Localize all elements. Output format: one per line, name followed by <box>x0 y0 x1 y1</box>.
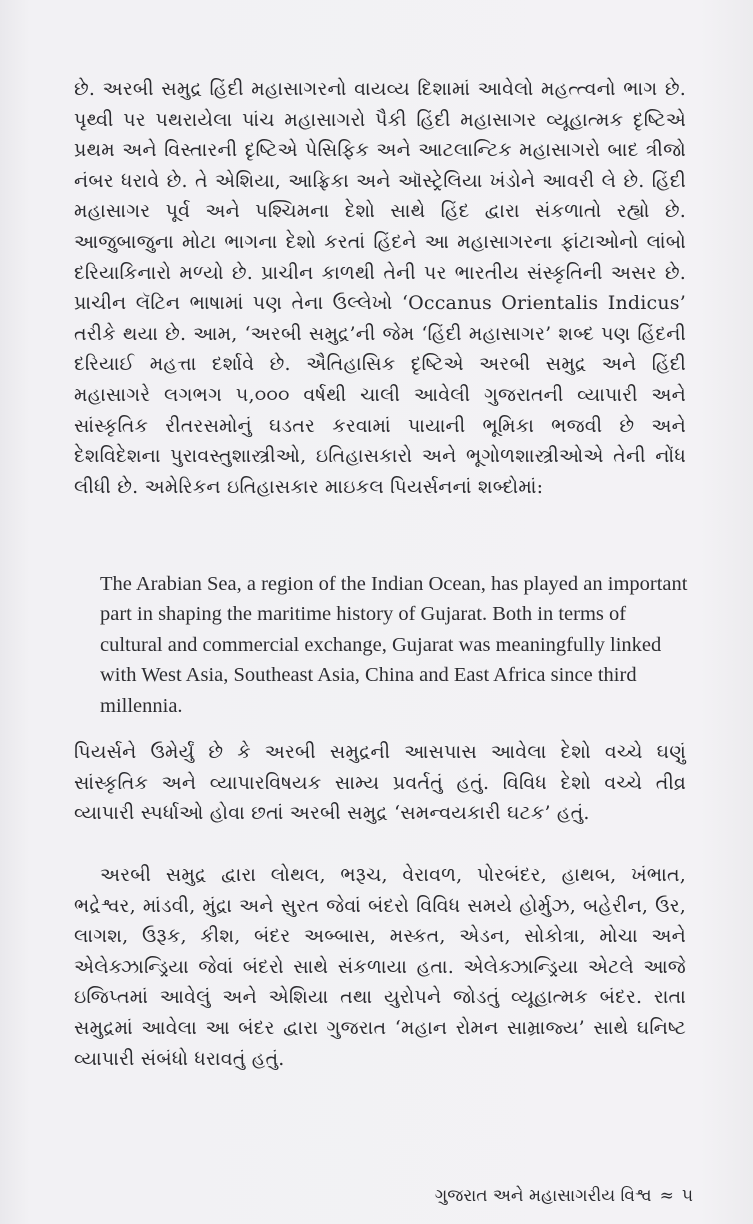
body-paragraph-intro: છે. અરબી સમુદ્ર હિંદી મહાસાગરનો વાયવ્ય દિશામાં આવેલો મહત્ત્વનો ભાગ છે. પૃથ્વી પર પથરાયેલા પાંચ મહાસાગરો પૈકી હિંદી મહાસાગર વ્યૂહાત્મક દૃષ્ટિએ પ્રથમ અને વિસ્તારની દૃષ્ટિએ પેસિફિક અને આટલાન્ટિક મહાસાગરો બાદ ત્રીજો નંબર ધરાવે છે. તે એશિયા, આફ્રિકા અને ઑસ્ટ્રેલિયા ખંડોને આવરી લે છે. હિંદી મહાસાગર પૂર્વ અને પશ્ચિમના દેશો સાથે હિંદ દ્વારા સંકળાતો રહ્યો છે. આજુબાજુના મોટા ભાગના દેશો કરતાં હિંદને આ મહાસાગરના ફાંટાઓનો લાંબો દરિયાકિનારો મળ્યો છે. પ્રાચીન કાળથી તેની પર ભારતીય સંસ્કૃતિની અસર છે. પ્રાચીન લૅટિન ભાષામાં પણ તેના ઉલ્લેખો ‘Occanus Orientalis Indicus’ તરીકે થયા છે. આમ, ‘અરબી સમુદ્ર’ની જેમ ‘હિંદી મહાસાગર’ શબ્દ પણ હિંદની દરિયાઈ મહત્તા દર્શાવે છે. ઐતિહાસિક દૃષ્ટિએ અરબી સમુદ્ર અને હિંદી મહાસાગરે લગભગ ૫,૦૦૦ વર્ષથી ચાલી આવેલી ગુજરાતની વ્યાપારી અને સાંસ્કૃતિક રીતરસમોનું ઘડતર કરવામાં પાયાની ભૂમિકા ભજવી છે અને દેશવિદેશના પુરાવસ્તુશાસ્ત્રીઓ, ઇતિહાસકારો અને ભૂગોળશાસ્ત્રીઓએ તેની નોંધ લીધી છે. અમેરિકન ઇતિહાસકાર માઇકલ પિયર્સનનાં શબ્દોમાં: <box>74 78 686 498</box>
block-quote-text: The Arabian Sea, a region of the Indian Ocean, has played an important part in shaping the maritime history of Gujarat. Both in terms of cultural and commercial exchange, Gujarat was meaningfully linked with West Asia, Southeast Asia, China and East Africa since third millennia. <box>100 573 688 717</box>
body-paragraph-ports: અરબી સમુદ્ર દ્વારા લોથલ, ભરૂચ, વેરાવળ, પોરબંદર, હાથબ, ખંભાત, ભદ્રેશ્વર, માંડવી, મુંદ્રા અને સુરત જેવાં બંદરો વિવિધ સમયે હોર્મુઝ, બહેરીન, ઉર, લાગશ, ઉરૂક, કીશ, બંદર અબ્બાસ, મસ્કત, એડન, સોકોત્રા, મોચા અને એલેક્ઝાન્ડ્રિયા જેવાં બંદરો સાથે સંકળાયા હતા. એલેક્ઝાન્ડ્રિયા એટલે આજે ઇજિપ્તમાં આવેલું અને એશિયા તથા યુરોપને જોડતું વ્યૂહાત્મક બંદર. રાતા સમુદ્રમાં આવેલા આ બંદર દ્વારા ગુજરાત ‘મહાન રોમન સામ્રાજ્ય’ સાથે ઘનિષ્ટ વ્યાપારી સંબંધો ધરાવતું હતું. <box>74 864 686 1070</box>
page-number: ૫ <box>681 1186 693 1206</box>
block-quote <box>100 569 690 721</box>
footer-separator: ≈ <box>659 1186 674 1206</box>
body-paragraph-pearson: પિયર્સને ઉમેર્યું છે કે અરબી સમુદ્રની આસપાસ આવેલા દેશો વચ્ચે ઘણું સાંસ્કૃતિક અને વ્યાપારવિષયક સામ્ય પ્રવર્તતું હતું. વિવિધ દેશો વચ્ચે તીવ્ર વ્યાપારી સ્પર્ધાઓ હોવા છતાં અરબી સમુદ્ર ‘સમન્વયકારી ઘટક’ હતું. <box>74 741 686 825</box>
running-footer <box>435 1186 693 1206</box>
footer-book-title: ગુજરાત અને મહાસાગરીય વિશ્વ <box>434 1186 652 1206</box>
